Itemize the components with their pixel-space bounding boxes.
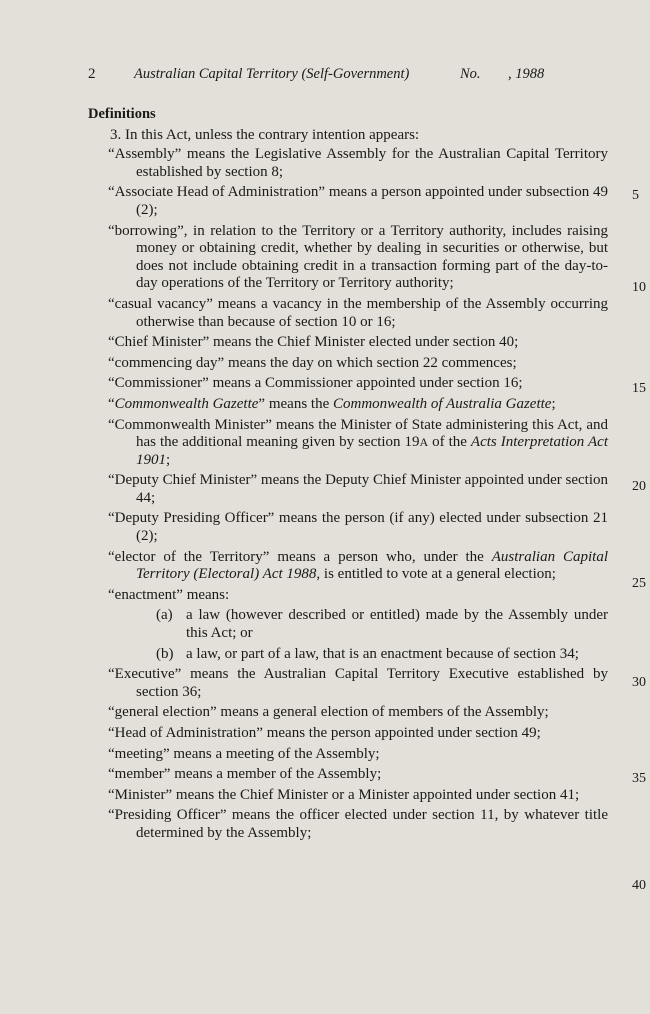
definition-borrowing: “borrowing”, in relation to the Territory or a Territory authority, includes raising money or obtaining credit, whether by dealing in securities or otherwise, but does not include obtaining credit in a transaction forming part of the day-to-day operations of the Territory or Territory authority;: [108, 222, 608, 292]
cw-minister-section-suffix: A: [419, 435, 429, 450]
definition-minister: “Minister” means the Chief Minister or a Minister appointed under section 41;: [108, 786, 580, 803]
definition-enactment: “enactment” means:: [108, 586, 230, 603]
definition-general-election: “general election” means a general election of members of the Assembly;: [108, 704, 549, 721]
line-number: 30: [632, 675, 646, 690]
definition-executive: “Executive” means the Australian Capital Territory Executive established by section 36;: [108, 666, 608, 700]
elector-text: “elector of the Territory” means a person who, under the: [108, 548, 492, 565]
section-heading: Definitions: [88, 106, 156, 122]
definition-casual-vacancy: “casual vacancy” means a vacancy in the membership of the Assembly occurring otherwise than because of section 10 or 16;: [108, 295, 608, 330]
elector-rest: , is entitled to vote at a general election;: [316, 566, 556, 583]
section-intro: 3. In this Act, unless the contrary intention appears:: [110, 126, 420, 143]
act-number-label: No.: [460, 66, 481, 82]
paragraph-text: a law (however described or entitled) made by the Assembly under this Act; or: [186, 607, 608, 642]
line-number: 15: [632, 381, 646, 396]
definition-chief-minister: “Chief Minister” means the Chief Minister elected under section 40;: [108, 334, 519, 351]
cw-minister-act-name: Acts Interpretation Act 1901: [136, 434, 608, 468]
gazette-meaning: Commonwealth of Australia Gazette: [332, 395, 552, 412]
page-number: 2: [88, 66, 96, 82]
definition-elector: [108, 549, 608, 584]
enactment-paragraph-a: [156, 607, 608, 642]
line-number: 20: [632, 479, 646, 494]
definition-assembly: “Assembly” means the Legislative Assembly for the Australian Capital Territory established by section 8;: [108, 146, 608, 180]
gazette-means: ” means the: [258, 395, 333, 412]
definition-associate-head: “Associate Head of Administration” means a person appointed under subsection 49 (2);: [108, 184, 608, 218]
cw-minister-end: ;: [166, 451, 171, 468]
line-number: 25: [632, 576, 646, 591]
line-number: 5: [632, 188, 639, 203]
cw-minister-of-the: of the: [428, 434, 471, 451]
definition-commencing-day: “commencing day” means the day on which section 22 commences;: [108, 354, 517, 371]
act-year: , 1988: [508, 66, 545, 82]
cw-minister-text: “Commonwealth Minister” means the Minister of State administering this Act, and has the additional meaning given by section 19: [108, 416, 608, 451]
line-number: 10: [632, 280, 646, 295]
definition-commissioner: “Commissioner” means a Commissioner appointed under section 16;: [108, 375, 523, 392]
definition-member: “member” means a member of the Assembly;: [108, 766, 382, 783]
definition-presiding-officer: “Presiding Officer” means the officer elected under section 11, by whatever title determined by the Assembly;: [108, 807, 608, 841]
section-body: [88, 106, 608, 846]
definition-meeting: “meeting” means a meeting of the Assembly;: [108, 745, 380, 762]
paragraph-marker: (a): [156, 607, 173, 624]
gazette-term: Commonwealth Gazette: [114, 395, 259, 412]
line-number: 40: [632, 878, 646, 893]
enactment-paragraph-b: [156, 646, 608, 664]
gazette-quote: “: [108, 395, 115, 412]
definition-deputy-presiding: “Deputy Presiding Officer” means the person (if any) elected under subsection 21 (2);: [108, 510, 608, 545]
elector-act-name: Australian Capital Territory (Electoral) Act 1988: [136, 548, 608, 583]
act-title: Australian Capital Territory (Self-Government): [134, 66, 410, 82]
running-header: [88, 66, 588, 86]
definition-commonwealth-minister: [108, 417, 608, 470]
gazette-end: ;: [551, 395, 556, 412]
definition-gazette: [108, 396, 608, 414]
definition-head-admin: “Head of Administration” means the person appointed under section 49;: [108, 725, 541, 741]
paragraph-marker: (b): [156, 645, 174, 662]
line-number: 35: [632, 771, 646, 786]
paragraph-text: a law, or part of a law, that is an enactment because of section 34;: [186, 645, 579, 662]
definition-deputy-chief: “Deputy Chief Minister” means the Deputy Chief Minister appointed under section 44;: [108, 472, 608, 506]
